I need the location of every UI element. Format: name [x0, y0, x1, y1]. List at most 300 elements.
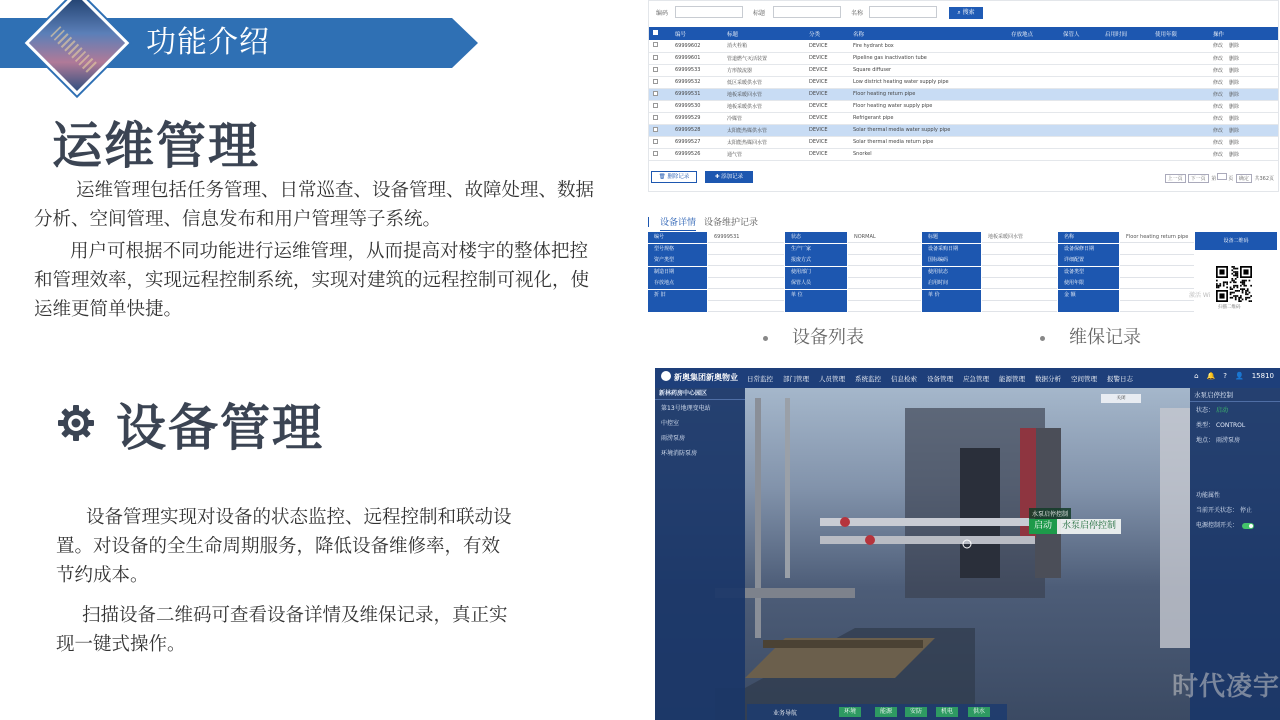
left-panel-title: 新林药房中心园区 — [655, 388, 745, 400]
tab-indicator — [648, 217, 649, 227]
row-select-cell — [649, 40, 671, 52]
edit-link[interactable]: 修改 — [1213, 55, 1224, 62]
field-value: 地板采暖回水管 — [982, 232, 1057, 243]
delete-records-label: 删除记录 — [667, 174, 690, 180]
row-checkbox[interactable] — [653, 151, 658, 156]
user-id: 15810 — [1251, 372, 1274, 380]
cell-empty — [1007, 100, 1059, 112]
cell-empty — [1151, 100, 1209, 112]
edit-link[interactable]: 修改 — [1213, 127, 1224, 134]
caption-maintenance — [1040, 323, 1141, 349]
table-row[interactable] — [649, 64, 1278, 76]
ops-paragraph-1: 运维管理包括任务管理、日常巡查、设备管理、故障处理、数据分析、空间管理、信息发布和用户管理等子系统。 — [34, 180, 595, 230]
pump-status: 启动 — [1029, 519, 1057, 534]
cell-name: Solar thermal media water supply pipe — [849, 124, 1007, 136]
cell-empty — [1007, 136, 1059, 148]
ops-paragraph-2: 用户可根据不同功能进行运维管理，从而提高对楼宇的整体把控和管理效率，实现远程控制系统，实现对建筑的远程控制可视化，使运维更简单快捷。 — [34, 241, 590, 320]
column-header: 操作 — [1209, 27, 1278, 40]
cell-empty — [1059, 64, 1101, 76]
cell-actions — [1209, 52, 1278, 64]
page-prefix: 第 — [1211, 176, 1217, 182]
cell-title: 管道燃气灭活装置 — [723, 52, 805, 64]
field-value — [1120, 278, 1194, 289]
column-header: 标题 — [723, 27, 805, 40]
cell-id: 69999532 — [671, 76, 723, 88]
search-button-label: 搜索 — [962, 9, 975, 16]
cell-empty — [1007, 52, 1059, 64]
edit-link[interactable]: 修改 — [1213, 79, 1224, 86]
field-value — [848, 290, 921, 301]
cell-actions — [1209, 136, 1278, 148]
nav-item[interactable]: 系统监控 — [855, 375, 881, 383]
banner-title: 功能介绍 — [146, 25, 270, 60]
search-button[interactable] — [949, 7, 983, 19]
cell-title: 通气管 — [723, 148, 805, 160]
cell-title: 冷媒管 — [723, 112, 805, 124]
power-switch-row — [1190, 517, 1280, 532]
switch-state-label: 当前开关状态： — [1196, 507, 1239, 514]
cell-empty — [1059, 88, 1101, 100]
row-checkbox[interactable] — [653, 55, 658, 60]
activation-watermark: 激活 Wi — [1189, 292, 1211, 299]
delete-records-button[interactable] — [651, 171, 697, 183]
search-bar — [649, 5, 1278, 19]
cell-empty — [1007, 148, 1059, 160]
cell-title: 消火栓箱 — [723, 40, 805, 52]
cell-actions — [1209, 124, 1278, 136]
field-value — [848, 301, 921, 312]
page-input[interactable] — [1217, 173, 1227, 180]
caption-device-list — [763, 323, 864, 349]
close-button[interactable]: 关闭 — [1101, 394, 1141, 403]
field-label: 金 额 — [1058, 290, 1119, 301]
edit-link[interactable]: 修改 — [1213, 103, 1224, 110]
table-row[interactable] — [649, 124, 1278, 136]
field-value: NORMAL — [848, 232, 921, 243]
select-all-header[interactable] — [649, 27, 671, 40]
tab-maintenance-records[interactable]: 设备维护记录 — [704, 218, 759, 228]
field-label: 保管人员 — [785, 278, 847, 289]
cell-empty — [1059, 100, 1101, 112]
location-item[interactable]: 中控室 — [661, 420, 680, 427]
info-row — [1190, 417, 1280, 432]
cell-name: Pipeline gas inactivation tube — [849, 52, 1007, 64]
left-panel — [655, 388, 745, 720]
add-record-label: 添加记录 — [721, 174, 744, 180]
cell-empty — [1101, 76, 1151, 88]
field-value — [708, 290, 784, 301]
field-value — [1120, 301, 1194, 312]
tab-device-detail[interactable]: 设备详情 — [660, 215, 696, 231]
table-row[interactable] — [649, 76, 1278, 88]
left-panel-list — [655, 400, 745, 460]
device-paragraph-1: 设备管理实现对设备的状态监控、远程控制和联动设置。对设备的全生命周期服务，降低设备维修率，有效节约成本。 — [56, 507, 512, 586]
cell-title: 低区采暖供水管 — [723, 76, 805, 88]
add-record-button[interactable] — [705, 171, 753, 183]
column-header: 编号 — [671, 27, 723, 40]
location-item[interactable]: 雨涝泵房 — [661, 435, 686, 442]
field-value — [848, 244, 921, 255]
nav-item[interactable]: 能源管理 — [999, 375, 1025, 383]
next-page-button[interactable]: 下一页 — [1188, 174, 1209, 183]
cell-cat: DEVICE — [805, 40, 849, 52]
cell-cat: DEVICE — [805, 100, 849, 112]
edit-link[interactable]: 修改 — [1213, 151, 1224, 158]
row-select-cell — [649, 64, 671, 76]
caption-device-list-text: 设备列表 — [792, 327, 864, 348]
field-label: 型号规格 — [648, 244, 707, 255]
cell-id: 69999601 — [671, 52, 723, 64]
switch-state-row — [1190, 502, 1280, 517]
nav-item[interactable]: 数据分析 — [1035, 375, 1061, 383]
delete-link[interactable]: 删除 — [1229, 91, 1240, 98]
delete-link[interactable]: 删除 — [1229, 139, 1240, 146]
cell-id: 69999527 — [671, 136, 723, 148]
prev-page-button[interactable]: 上一页 — [1165, 174, 1186, 183]
user-icon[interactable]: 👤 15810 — [1235, 372, 1274, 380]
cell-empty — [1007, 112, 1059, 124]
business-nav-item[interactable]: 安防 — [905, 707, 927, 717]
edit-link[interactable]: 修改 — [1213, 91, 1224, 98]
field-label: 折 旧 — [648, 290, 707, 301]
delete-link[interactable]: 删除 — [1229, 127, 1240, 134]
row-checkbox[interactable] — [653, 115, 658, 120]
field-label: 国标编码 — [922, 255, 981, 266]
switch-state-value: 停止 — [1239, 507, 1252, 514]
help-icon[interactable]: ? — [1223, 372, 1227, 380]
field-label: 启用时间 — [922, 278, 981, 289]
column-header: 分类 — [805, 27, 849, 40]
field-label — [785, 301, 847, 312]
row-checkbox[interactable] — [653, 91, 658, 96]
field-value — [848, 278, 921, 289]
field-value — [982, 255, 1057, 266]
field-label: 设备类型 — [1058, 267, 1119, 278]
row-checkbox[interactable] — [653, 127, 658, 132]
pump-tag-small: 水泵启停控制 — [1029, 508, 1071, 519]
right-panel-rows — [1190, 402, 1280, 447]
nav-item[interactable]: 报警日志 — [1107, 375, 1133, 383]
business-nav — [747, 704, 1007, 720]
name-input[interactable] — [869, 6, 937, 18]
cell-id: 69999528 — [671, 124, 723, 136]
cell-id: 69999602 — [671, 40, 723, 52]
location-item[interactable]: 第13号地理变电站 — [661, 405, 711, 412]
app-top-nav — [655, 368, 1280, 388]
nav-item[interactable]: 应急管理 — [963, 375, 989, 383]
bullet-dot — [763, 336, 768, 341]
cell-cat: DEVICE — [805, 124, 849, 136]
title-label: 标题 — [753, 10, 766, 17]
field-label: 标题 — [922, 232, 981, 243]
delete-link[interactable]: 删除 — [1229, 43, 1240, 50]
info-label: 类型： — [1196, 422, 1215, 429]
business-nav-item[interactable]: 供水 — [968, 707, 990, 717]
main-nav — [747, 374, 1143, 383]
business-nav-label: 业务导航 — [773, 710, 798, 717]
brand — [661, 371, 738, 383]
home-icon[interactable]: ⌂ — [1194, 372, 1199, 380]
plus-icon: ✚ — [714, 174, 722, 180]
field-value — [982, 301, 1057, 312]
cell-empty — [1101, 124, 1151, 136]
cell-empty — [1059, 136, 1101, 148]
cell-empty — [1007, 40, 1059, 52]
field-value — [1120, 255, 1194, 266]
cell-empty — [1101, 64, 1151, 76]
right-panel-title: 水泵启停控制 — [1190, 388, 1280, 402]
cell-name: Floor heating water supply pipe — [849, 100, 1007, 112]
field-value — [1120, 290, 1194, 301]
cell-empty — [1059, 148, 1101, 160]
gear-icon — [56, 403, 96, 443]
field-label: 详细配置 — [1058, 255, 1119, 266]
nav-item[interactable]: 人员管理 — [819, 375, 845, 383]
cell-name: Solar thermal media return pipe — [849, 136, 1007, 148]
table-row[interactable] — [649, 148, 1278, 160]
cell-empty — [1007, 76, 1059, 88]
cell-cat: DEVICE — [805, 112, 849, 124]
row-select-cell — [649, 112, 671, 124]
row-checkbox[interactable] — [653, 103, 658, 108]
cell-empty — [1151, 64, 1209, 76]
row-select-cell — [649, 136, 671, 148]
bell-icon[interactable]: 🔔 — [1206, 372, 1216, 380]
delete-link[interactable]: 删除 — [1229, 103, 1240, 110]
cell-id: 69999533 — [671, 64, 723, 76]
cell-title: 地板采暖回水管 — [723, 88, 805, 100]
table-row[interactable] — [649, 52, 1278, 64]
edit-link[interactable]: 修改 — [1213, 139, 1224, 146]
nav-item[interactable]: 设备管理 — [927, 375, 953, 383]
field-value — [1120, 267, 1194, 278]
power-switch-label: 电源控制开关： — [1196, 522, 1239, 529]
row-select-cell — [649, 148, 671, 160]
bullet-dot — [1040, 336, 1045, 341]
cell-actions — [1209, 64, 1278, 76]
cell-actions — [1209, 88, 1278, 100]
delete-link[interactable]: 删除 — [1229, 151, 1240, 158]
cell-empty — [1059, 76, 1101, 88]
caption-maintenance-text: 维保记录 — [1069, 327, 1141, 348]
device-list-screenshot — [648, 0, 1279, 192]
field-value — [708, 244, 784, 255]
field-label: 使用状态 — [922, 267, 981, 278]
row-checkbox[interactable] — [653, 67, 658, 72]
field-value — [982, 267, 1057, 278]
business-nav-item[interactable]: 环境 — [839, 707, 861, 717]
nav-item[interactable]: 信息检索 — [891, 375, 917, 383]
field-value: 69999531 — [708, 232, 784, 243]
code-label: 编码 — [656, 10, 669, 17]
cell-actions — [1209, 148, 1278, 160]
corner-watermark: 时代凌宇 — [1172, 672, 1280, 702]
nav-item[interactable]: 空间管理 — [1071, 375, 1097, 383]
info-row — [1190, 402, 1280, 417]
cell-cat: DEVICE — [805, 64, 849, 76]
field-value — [982, 244, 1057, 255]
qr-code-icon — [1216, 266, 1252, 302]
info-row — [1190, 432, 1280, 447]
cell-empty — [1101, 148, 1151, 160]
nav-item[interactable]: 部门管理 — [783, 375, 809, 383]
nav-icons — [1186, 372, 1274, 380]
location-item[interactable]: 环境消防泵房 — [661, 450, 698, 457]
field-value — [708, 267, 784, 278]
cell-empty — [1151, 52, 1209, 64]
device-paragraph-2: 扫描设备二维码可查看设备详情及维保记录，真正实现一键式操作。 — [56, 605, 508, 655]
field-value — [848, 267, 921, 278]
field-label: 设备采购日期 — [922, 244, 981, 255]
cell-cat: DEVICE — [805, 148, 849, 160]
field-label — [922, 301, 981, 312]
row-checkbox[interactable] — [653, 79, 658, 84]
cell-empty — [1151, 148, 1209, 160]
cell-name: Fire hydrant box — [849, 40, 1007, 52]
cell-title: 方形散流器 — [723, 64, 805, 76]
cell-empty — [1151, 40, 1209, 52]
go-button[interactable]: 确定 — [1236, 174, 1252, 183]
select-all-checkbox[interactable] — [653, 30, 658, 35]
cell-actions — [1209, 100, 1278, 112]
cell-empty — [1151, 112, 1209, 124]
cell-empty — [1059, 52, 1101, 64]
cell-empty — [1059, 124, 1101, 136]
code-input[interactable] — [675, 6, 743, 18]
field-value — [708, 278, 784, 289]
cell-empty — [1101, 112, 1151, 124]
field-label: 状态 — [785, 232, 847, 243]
pump-tag[interactable] — [1029, 519, 1121, 534]
field-label: 名称 — [1058, 232, 1119, 243]
cell-name: Snorkel — [849, 148, 1007, 160]
row-checkbox[interactable] — [653, 42, 658, 47]
row-select-cell — [649, 88, 671, 100]
field-label: 资产类型 — [648, 255, 707, 266]
edit-link[interactable]: 修改 — [1213, 67, 1224, 74]
table-row[interactable] — [649, 40, 1278, 52]
business-nav-item[interactable]: 能源 — [875, 707, 897, 717]
name-label: 名称 — [851, 10, 864, 17]
field-label — [648, 301, 707, 312]
props-title: 功能属性 — [1196, 492, 1221, 499]
info-label: 状态： — [1196, 407, 1215, 414]
column-header: 保管人 — [1059, 27, 1101, 40]
trash-icon: 🗑 — [658, 174, 668, 180]
cell-empty — [1007, 88, 1059, 100]
edit-link[interactable]: 修改 — [1213, 43, 1224, 50]
field-label: 生产厂家 — [785, 244, 847, 255]
pagination — [1164, 173, 1274, 183]
delete-link[interactable]: 删除 — [1229, 67, 1240, 74]
cell-empty — [1151, 136, 1209, 148]
cell-empty — [1059, 40, 1101, 52]
delete-link[interactable]: 删除 — [1229, 79, 1240, 86]
cell-name: Square diffuser — [849, 64, 1007, 76]
cell-cat: DEVICE — [805, 88, 849, 100]
page-suffix: 页 — [1228, 176, 1234, 182]
row-select-cell — [649, 100, 671, 112]
qr-title: 设备二维码 — [1195, 232, 1277, 250]
field-label: 编号 — [648, 232, 707, 243]
column-header: 名称 — [849, 27, 1007, 40]
cell-id: 69999526 — [671, 148, 723, 160]
cell-empty — [1101, 52, 1151, 64]
cell-empty — [1101, 40, 1151, 52]
field-value — [982, 290, 1057, 301]
edit-link[interactable]: 修改 — [1213, 115, 1224, 122]
cell-actions — [1209, 112, 1278, 124]
total-pages: 共362页 — [1254, 176, 1274, 182]
field-value — [708, 255, 784, 266]
field-label: 使用部门 — [785, 267, 847, 278]
cell-cat: DEVICE — [805, 136, 849, 148]
column-header: 启用时间 — [1101, 27, 1151, 40]
title-input[interactable] — [773, 6, 841, 18]
cell-empty — [1151, 88, 1209, 100]
delete-link[interactable]: 删除 — [1229, 55, 1240, 62]
table-row[interactable] — [649, 136, 1278, 148]
cell-empty — [1007, 64, 1059, 76]
field-value: Floor heating return pipe — [1120, 232, 1194, 243]
info-value: 启动 — [1215, 407, 1228, 414]
field-value — [1120, 244, 1194, 255]
cell-title: 太阳能热媒供水管 — [723, 124, 805, 136]
cell-empty — [1101, 136, 1151, 148]
nav-item[interactable]: 日常监控 — [747, 375, 773, 383]
cell-name: Refrigerant pipe — [849, 112, 1007, 124]
search-icon: ⌕ — [957, 9, 963, 16]
row-select-cell — [649, 124, 671, 136]
row-select-cell — [649, 76, 671, 88]
column-header: 存放地点 — [1007, 27, 1059, 40]
device-detail-screenshot — [648, 208, 1279, 312]
field-label: 报废方式 — [785, 255, 847, 266]
field-label: 单 位 — [785, 290, 847, 301]
brand-name: 新奥集团新奥物业 — [674, 373, 738, 382]
cell-actions — [1209, 40, 1278, 52]
cell-empty — [1151, 76, 1209, 88]
device-table — [649, 27, 1278, 161]
business-nav-item[interactable]: 机电 — [936, 707, 958, 717]
field-label: 使用年限 — [1058, 278, 1119, 289]
cell-id: 69999531 — [671, 88, 723, 100]
cell-name: Low district heating water supply pipe — [849, 76, 1007, 88]
info-value: CONTROL — [1215, 422, 1246, 429]
cell-empty — [1151, 124, 1209, 136]
table-row[interactable] — [649, 112, 1278, 124]
field-value — [982, 278, 1057, 289]
cell-name: Floor heating return pipe — [849, 88, 1007, 100]
cell-title: 太阳能热媒回水管 — [723, 136, 805, 148]
cell-actions — [1209, 76, 1278, 88]
field-value — [708, 301, 784, 312]
city-image-diamond — [25, 0, 130, 95]
table-row[interactable] — [649, 88, 1278, 100]
cell-id: 69999529 — [671, 112, 723, 124]
field-label — [1058, 301, 1119, 312]
power-toggle[interactable] — [1242, 523, 1254, 529]
cell-id: 69999530 — [671, 100, 723, 112]
cell-title: 地板采暖供水管 — [723, 100, 805, 112]
cell-cat: DEVICE — [805, 76, 849, 88]
table-row[interactable] — [649, 100, 1278, 112]
row-checkbox[interactable] — [653, 139, 658, 144]
ops-heading: 运维管理 — [52, 117, 260, 175]
field-value — [848, 255, 921, 266]
delete-link[interactable]: 删除 — [1229, 115, 1240, 122]
field-label: 制造日期 — [648, 267, 707, 278]
